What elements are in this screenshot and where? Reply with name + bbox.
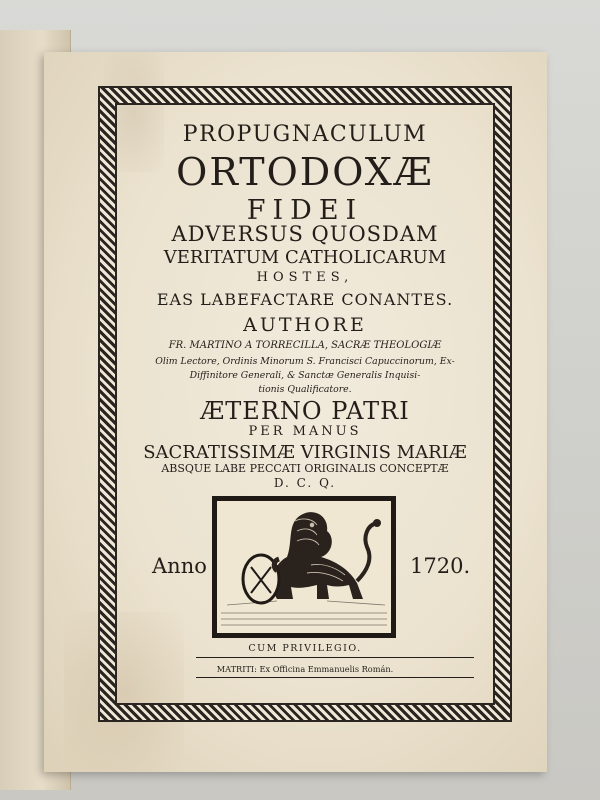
author-line: FR. MARTINO A TORRECILLA, SACRÆ THEOLOGIÆ xyxy=(168,340,442,351)
title-line-ortodoxae: ORTODOXÆ xyxy=(176,150,434,194)
lion-with-shield-icon xyxy=(212,496,396,638)
dedication-initials: D. C. Q. xyxy=(273,476,337,490)
dedication-line: SACRATISSIMÆ VIRGINIS MARIÆ xyxy=(143,442,467,463)
title-line-veritatum: VERITATUM CATHOLICARUM xyxy=(163,247,447,268)
title-line-fidei: FIDEI xyxy=(246,195,364,226)
title-line-propugnaculum: PROPUGNACULUM xyxy=(182,122,428,147)
imprint-line: MATRITI: Ex Officina Emmanuelis Román. xyxy=(216,664,394,674)
dedication-line: ABSQUE LABE PECCATI ORIGINALIS CONCEPTÆ xyxy=(161,462,449,475)
author-heading: AUTHORE xyxy=(243,314,367,336)
dedication-line: ÆTERNO PATRI xyxy=(200,397,410,425)
dedication-line: PER MANUS xyxy=(248,424,362,439)
title-line-adversus: ADVERSUS QUOSDAM xyxy=(171,222,439,246)
publication-year: 1720. xyxy=(410,554,471,578)
title-line-hostes: HOSTES, xyxy=(256,270,354,285)
author-line: Diffinitore Generali, & Sanctæ Generalis Inquisi- xyxy=(189,370,421,381)
divider-rule xyxy=(196,677,474,678)
anno-label: Anno xyxy=(152,554,207,578)
privilege-line: CUM PRIVILEGIO. xyxy=(248,643,362,654)
author-line: Olim Lectore, Ordinis Minorum S. Francisci Capuccinorum, Ex- xyxy=(155,356,455,367)
author-line: tionis Qualificatore. xyxy=(258,384,352,395)
divider-rule xyxy=(196,657,474,658)
title-line-eas: EAS LABEFACTARE CONANTES. xyxy=(156,290,454,309)
